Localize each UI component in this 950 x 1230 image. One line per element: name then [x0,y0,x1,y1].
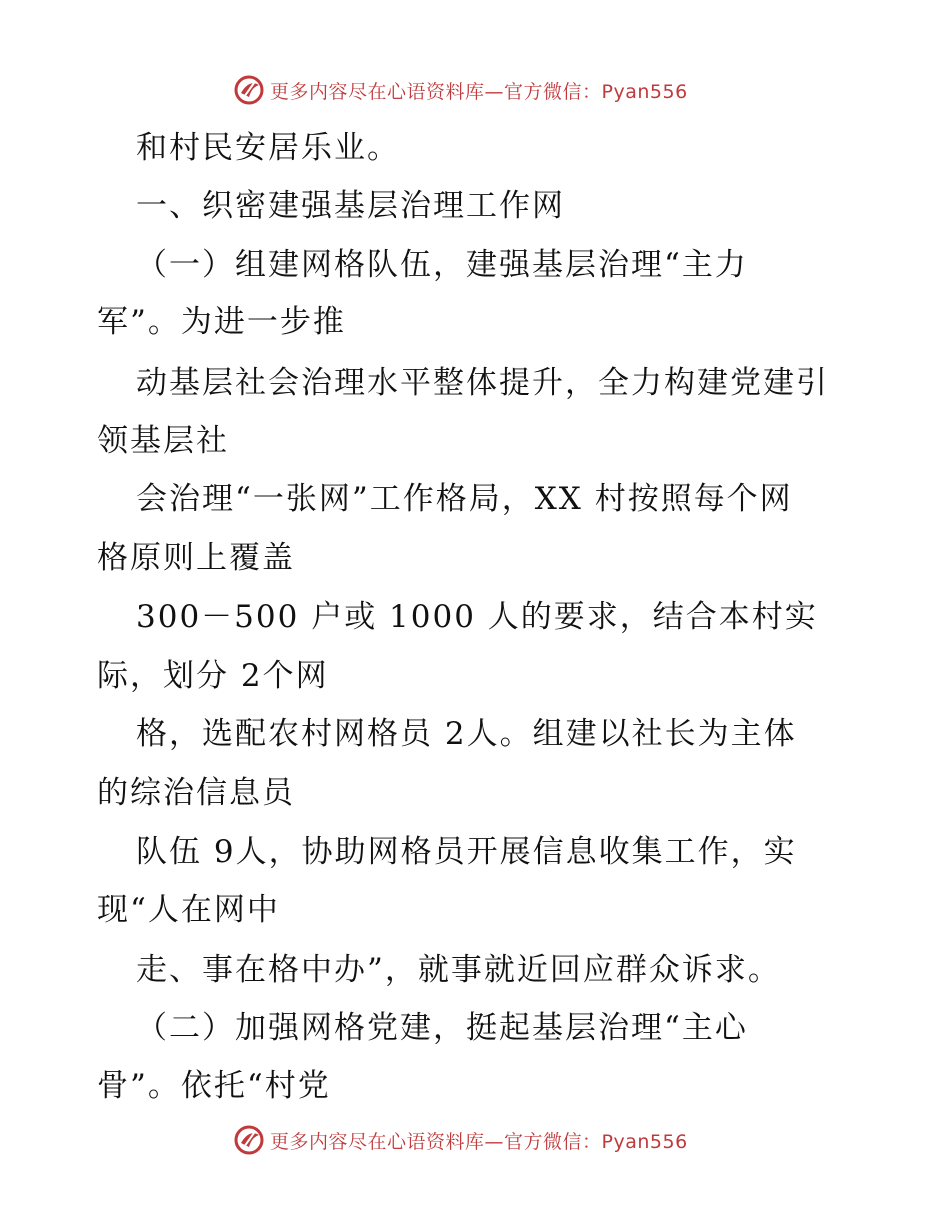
text-line: 格原则上覆盖 [97,540,295,576]
text-line: 军”。为进一步推 [97,304,346,340]
text-line: 的综治信息员 [97,775,295,811]
text-line: 300－500 户或 1000 人的要求，结合本村实 [136,599,818,635]
text-line: 领基层社 [97,423,229,459]
watermark-text: 更多内容尽在心语资料库—官方微信：Pyan556 [270,1130,688,1153]
text-line: 格，选配农村网格员 2人。组建以社长为主体 [136,716,797,752]
text-line: 会治理“一张网”工作格局，XX 村按照每个网 [136,481,793,517]
subsection-heading: （二）加强网格党建，挺起基层治理“主心 [136,1010,748,1046]
text-line: 队伍 9人，协助网格员开展信息收集工作，实 [136,834,797,870]
text-line: 走、事在格中办”，就事就近回应群众诉求。 [136,952,781,988]
footer-watermark [232,1122,688,1158]
text-line: 现“人在网中 [97,892,280,928]
text-line: 际，划分 2个网 [97,658,329,694]
text-line: 和村民安居乐业。 [136,130,400,166]
red-swirl-logo-icon [232,1123,266,1157]
section-heading: 一、织密建强基层治理工作网 [136,188,565,224]
text-line: 骨”。依托“村党 [97,1068,331,1104]
watermark-text: 更多内容尽在心语资料库—官方微信：Pyan556 [270,80,688,103]
subsection-heading: （一）组建网格队伍，建强基层治理“主力 [136,247,748,283]
text-line: 动基层社会治理水平整体提升，全力构建党建引 [136,365,829,401]
